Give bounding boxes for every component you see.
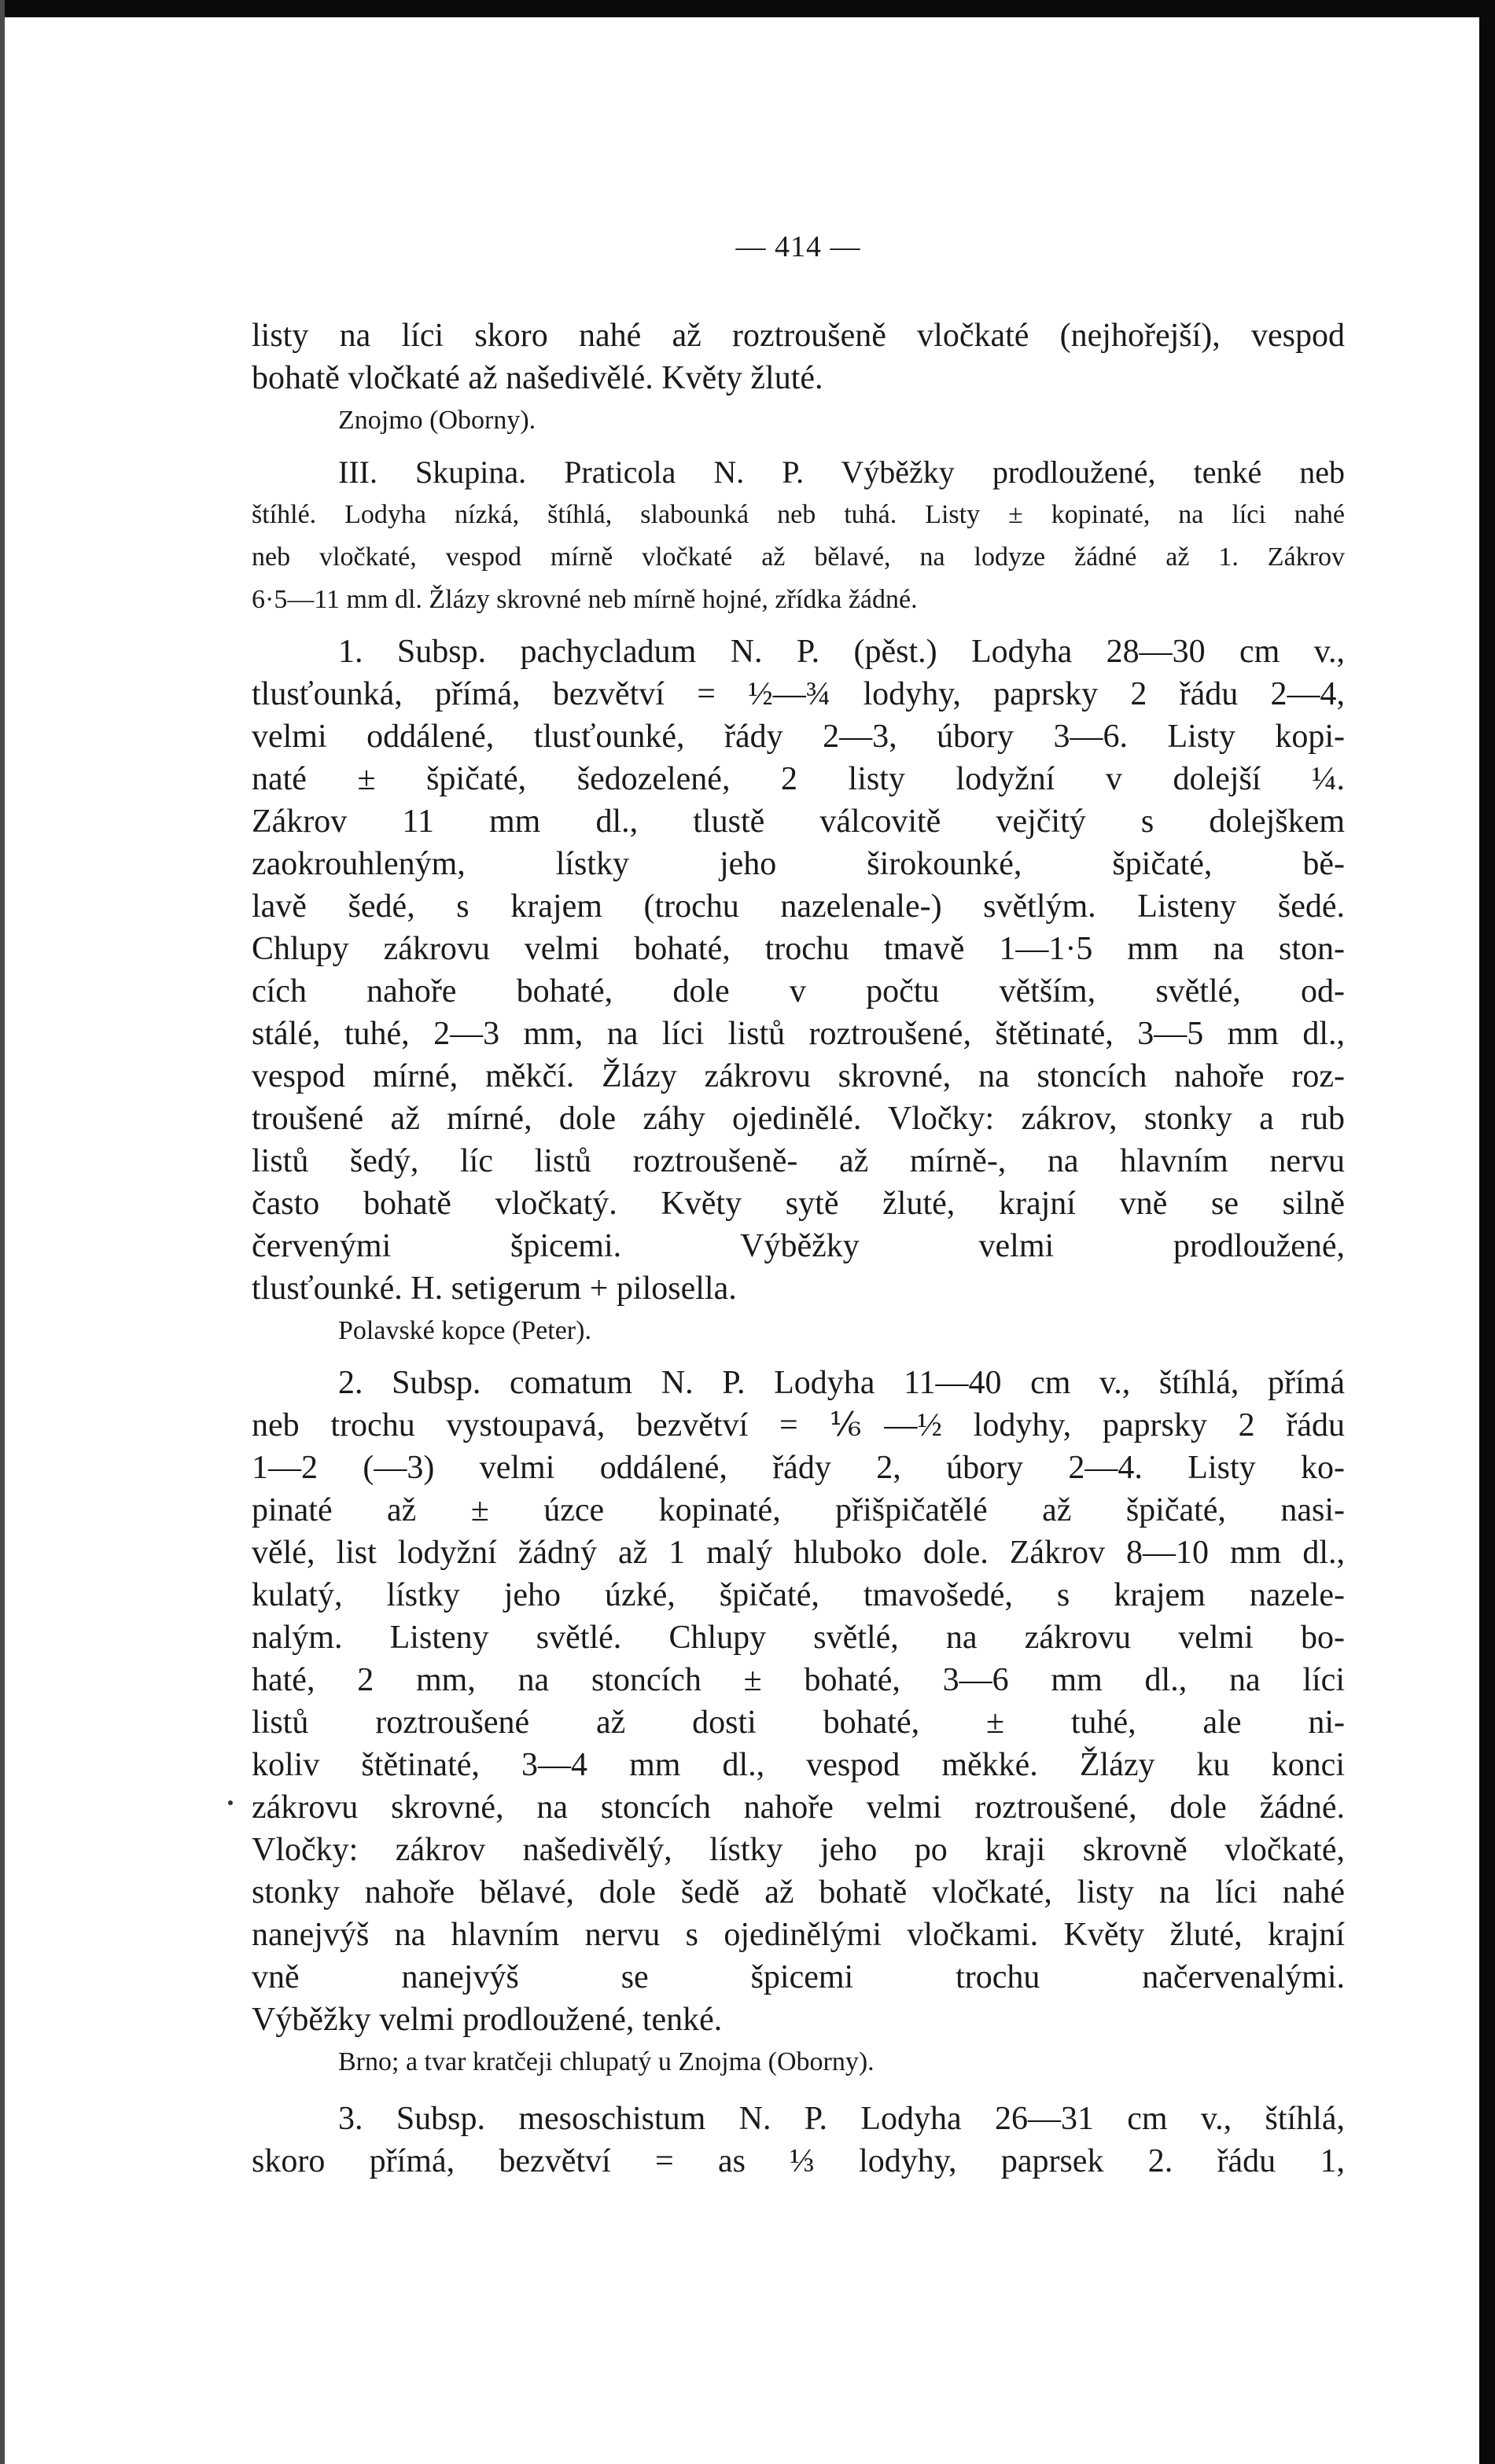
subspecies-heading: 3. Subsp. mesoschistum N. P. Lodyha 26—31 cm v., štíhlá, (338, 2101, 1345, 2137)
text-line: pinaté až ± úzce kopinaté, přišpičatělé až špičaté, nasi- (252, 1492, 1345, 1528)
text-line: lavě šedé, s krajem (trochu nazelenale-) světlým. Listeny šedé. (252, 888, 1345, 925)
text-line: naté ± špičaté, šedozelené, 2 listy lodyžní v dolejší ¼. (252, 761, 1345, 797)
text-line: vně nanejvýš se špicemi trochu načervenalými. (252, 1959, 1345, 1995)
text-line: cích nahoře bohaté, dole v počtu větším, světlé, od- (252, 973, 1345, 1010)
text-line: skoro přímá, bezvětví = as ⅓ lodyhy, paprsek 2. řádu 1, (252, 2143, 1345, 2179)
text-line: vespod mírné, měkčí. Žlázy zákrovu skrovné, na stoncích nahoře roz- (252, 1058, 1345, 1094)
book-page (252, 0, 1345, 2464)
text-line: listy na líci skoro nahé až roztroušeně vločkaté (nejhořejší), vespod (252, 318, 1345, 354)
text-line: 1—2 (—3) velmi oddálené, řády 2, úbory 2—4. Listy ko- (252, 1450, 1345, 1486)
text-line: zákrovu skrovné, na stoncích nahoře velmi roztroušené, dole žádné. (252, 1789, 1345, 1826)
text-line: troušené až mírné, dole záhy ojedinělé. Vločky: zákrov, stonky a rub (252, 1101, 1345, 1137)
text-line: neb trochu vystoupavá, bezvětví = ⅙—½ lodyhy, paprsky 2 řádu (252, 1407, 1345, 1443)
text-line: velmi oddálené, tlusťounké, řády 2—3, úbory 3—6. Listy kopi- (252, 719, 1345, 755)
text-line: červenými špicemi. Výběžky velmi prodloužené, (252, 1228, 1345, 1264)
group-heading: III. Skupina. Praticola N. P. Výběžky prodloužené, tenké neb (338, 454, 1345, 490)
locality-line: Polavské kopce (Peter). (338, 1316, 591, 1345)
text-line: tlusťounká, přímá, bezvětví = ½—¾ lodyhy, paprsky 2 řádu 2—4, (252, 676, 1345, 712)
locality-line: Znojmo (Oborny). (338, 406, 536, 435)
scan-border-left (0, 0, 5, 2464)
text-line: nanejvýš na hlavním nervu s ojedinělými vločkami. Květy žluté, krajní (252, 1917, 1345, 1953)
subspecies-heading: 2. Subsp. comatum N. P. Lodyha 11—40 cm v., štíhlá, přímá (338, 1365, 1345, 1401)
text-line: haté, 2 mm, na stoncích ± bohaté, 3—6 mm dl., na líci (252, 1662, 1345, 1698)
text-line: listů šedý, líc listů roztroušeně- až mírně-, na hlavním nervu (252, 1143, 1345, 1179)
text-line: Vločky: zákrov našedivělý, lístky jeho po kraji skrovně vločkaté, (252, 1832, 1345, 1868)
margin-dot (228, 1800, 233, 1805)
text-line: štíhlé. Lodyha nízká, štíhlá, slabounká neb tuhá. Listy ± kopinaté, na líci nahé (252, 500, 1345, 529)
text-line: neb vločkaté, vespod mírně vločkaté až bělavé, na lodyze žádné až 1. Zákrov (252, 542, 1345, 572)
text-line: vělé, list lodyžní žádný až 1 malý hluboko dole. Zákrov 8—10 mm dl., (252, 1535, 1345, 1571)
page-number: — 414 — (735, 230, 861, 263)
text-line: koliv štětinaté, 3—4 mm dl., vespod měkké. Žlázy ku konci (252, 1747, 1345, 1783)
text-line: listů roztroušené až dosti bohaté, ± tuhé, ale ni- (252, 1705, 1345, 1741)
text-line: 6·5—11 mm dl. Žlázy skrovné neb mírně hojné, zřídka žádné. (252, 585, 918, 614)
text-line: často bohatě vločkatý. Květy sytě žluté, krajní vně se silně (252, 1186, 1345, 1222)
text-line: bohatě vločkaté až našedivělé. Květy žluté. (252, 360, 823, 396)
text-line: Zákrov 11 mm dl., tlustě válcovitě vejčitý s dolejškem (252, 804, 1345, 840)
text-line: kulatý, lístky jeho úzké, špičaté, tmavošedé, s krajem nazele- (252, 1577, 1345, 1613)
text-line: Výběžky velmi prodloužené, tenké. (252, 2002, 723, 2038)
text-line: Chlupy zákrovu velmi bohaté, trochu tmavě 1—1·5 mm na ston- (252, 931, 1345, 967)
scan-border-right (1479, 0, 1495, 2464)
text-line: zaokrouhleným, lístky jeho širokounké, špičaté, bě- (252, 846, 1345, 882)
page-body (252, 314, 1345, 2183)
text-line: stonky nahoře bělavé, dole šedě až bohatě vločkaté, listy na líci nahé (252, 1874, 1345, 1911)
text-line: stálé, tuhé, 2—3 mm, na líci listů roztroušené, štětinaté, 3—5 mm dl., (252, 1016, 1345, 1052)
text-line: tlusťounké. H. setigerum + pilosella. (252, 1271, 737, 1307)
subspecies-heading: 1. Subsp. pachycladum N. P. (pěst.) Lodyha 28—30 cm v., (338, 634, 1345, 670)
text-line: nalým. Listeny světlé. Chlupy světlé, na zákrovu velmi bo- (252, 1620, 1345, 1656)
locality-line: Brno; a tvar kratčeji chlupatý u Znojma (Oborny). (338, 2047, 875, 2076)
